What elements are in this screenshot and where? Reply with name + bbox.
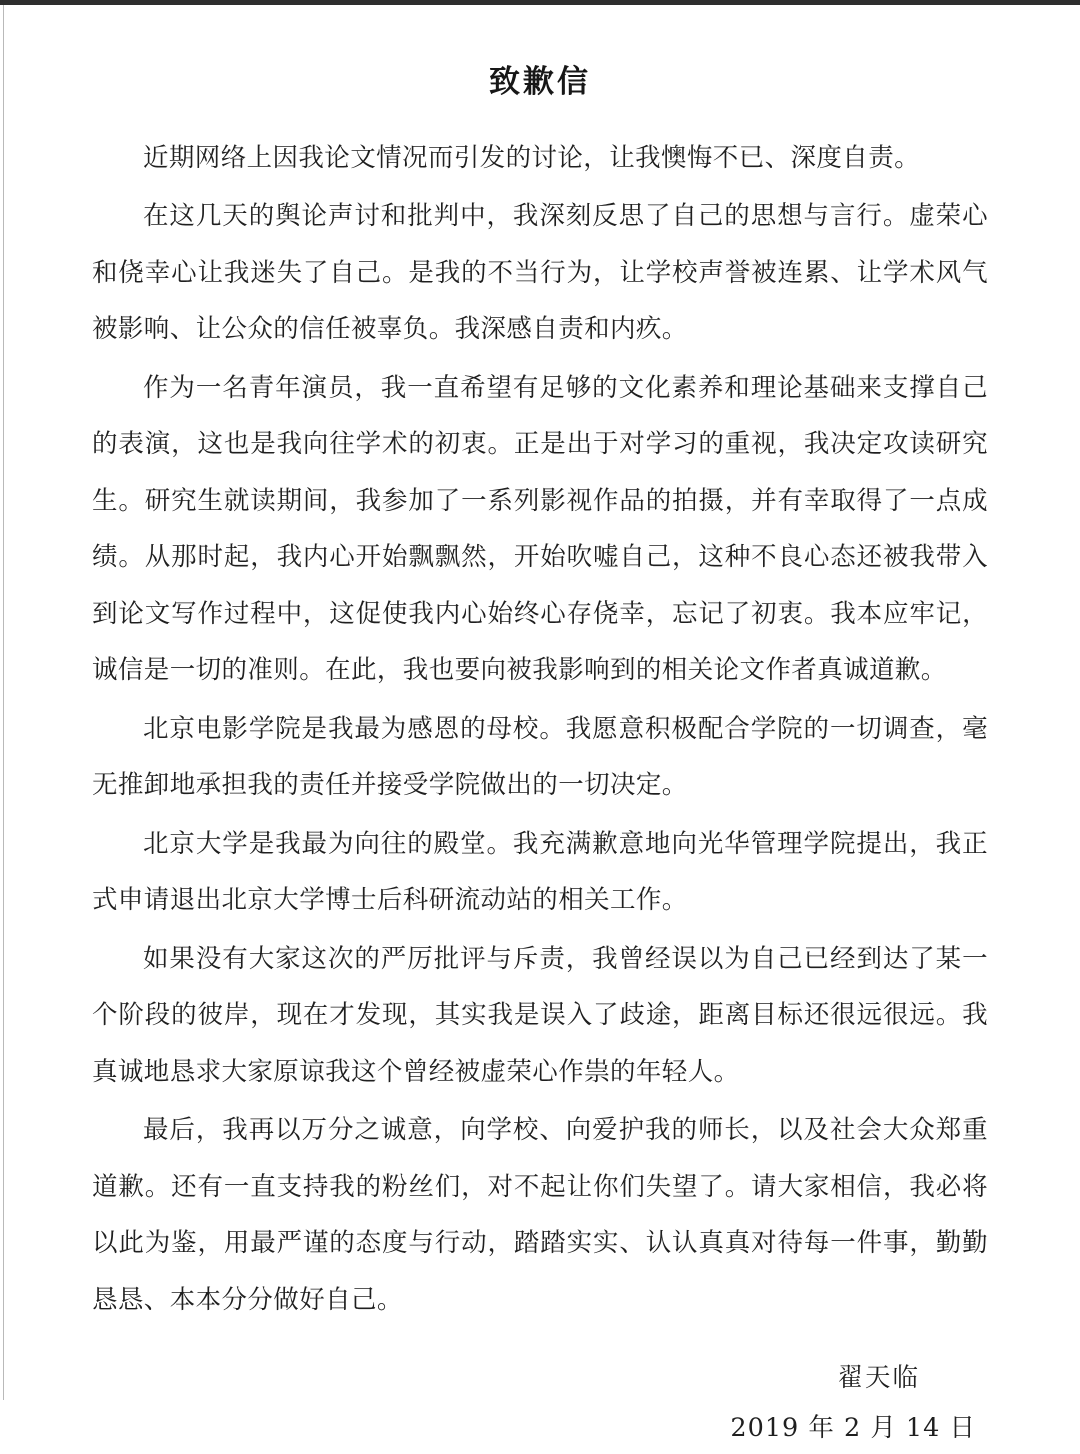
paragraph-3: 作为一名青年演员，我一直希望有足够的文化素养和理论基础来支撑自己的表演，这也是我向往学术的初衷。正是出于对学习的重视，我决定攻读研究生。研究生就读期间，我参加了一系列影视作品的拍摄，并有幸取得了一点成绩。从那时起，我内心开始飘飘然，开始吹嘘自己，这种不良心态还被我带入到论文写作过程中，这促使我内心始终心存侥幸，忘记了初衷。我本应牢记，诚信是一切的准则。在此，我也要向被我影响到的相关论文作者真诚道歉。: [92, 372, 988, 686]
paragraph-7: 最后，我再以万分之诚意，向学校、向爱护我的师长，以及社会大众郑重道歉。还有一直支持我的粉丝们，对不起让你们失望了。请大家相信，我必将以此为鉴，用最严谨的态度与行动，踏踏实实、认认真真对待每一件事，勤勤恳恳、本本分分做好自己。: [92, 1115, 988, 1315]
signature-date: 2019 年 2 月 14 日: [730, 1413, 976, 1444]
signature-block: [92, 1354, 988, 1454]
signature-name: 翟天临: [837, 1363, 920, 1394]
paragraph-2: 在这几天的舆论声讨和批判中，我深刻反思了自己的思想与言行。虚荣心和侥幸心让我迷失了自己。是我的不当行为，让学校声誉被连累、让学术风气被影响、让公众的信任被辜负。我深感自责和内疚。: [92, 201, 988, 345]
paragraph-4: 北京电影学院是我最为感恩的母校。我愿意积极配合学院的一切调查，毫无推卸地承担我的责任并接受学院做出的一切决定。: [92, 713, 988, 801]
document-title: 致歉信: [489, 64, 591, 100]
paragraph-1: 近期网络上因我论文情况而引发的讨论，让我懊悔不已、深度自责。: [143, 142, 921, 173]
paragraph-5: 北京大学是我最为向往的殿堂。我充满歉意地向光华管理学院提出，我正式申请退出北京大学博士后科研流动站的相关工作。: [92, 828, 988, 916]
paragraph-6: 如果没有大家这次的严厉批评与斥责，我曾经误以为自己已经到达了某一个阶段的彼岸，现在才发现，其实我是误入了歧途，距离目标还很远很远。我真诚地恳求大家原谅我这个曾经被虚荣心作祟的年轻人。: [92, 943, 988, 1087]
